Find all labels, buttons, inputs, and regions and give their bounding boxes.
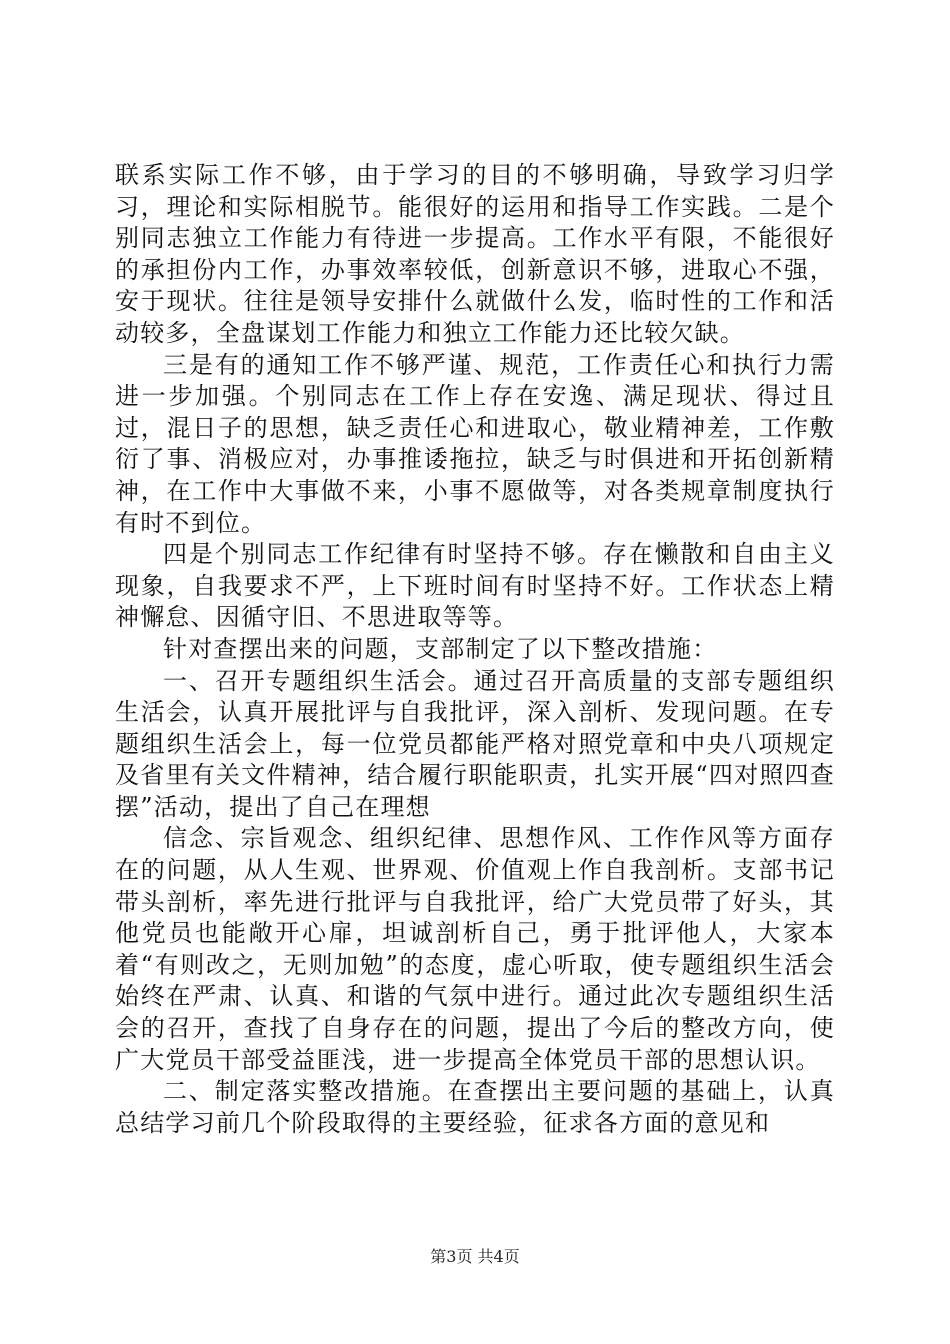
paragraph-7: 二、制定落实整改措施。在查摆出主要问题的基础上，认真总结学习前几个阶段取得的主要经验，征求各方面的意见和 <box>115 1077 835 1137</box>
paragraph-4: 针对查摆出来的问题，支部制定了以下整改措施： <box>163 634 718 663</box>
document-body <box>115 160 835 1139</box>
paragraph-1: 联系实际工作不够，由于学习的目的不够明确，导致学习归学习，理论和实际相脱节。能很好的运用和指导工作实践。二是个别同志独立工作能力有待进一步提高。工作水平有限，不能很好的承担份内工作，办事效率较低，创新意识不够，进取心不强，安于现状。往往是领导安排什么就做什么发，临时性的工作和活动较多，全盘谋划工作能力和独立工作能力还比较欠缺。 <box>115 161 835 347</box>
page-number-footer: 第3页 共4页 <box>430 1247 520 1266</box>
paragraph-5: 一、召开专题组织生活会。通过召开高质量的支部专题组织生活会，认真开展批评与自我批评，深入剖析、发现问题。在专题组织生活会上，每一位党员都能严格对照党章和中央八项规定及省里有关文件精神，结合履行职能职责，扎实开展“四对照四查摆”活动，提出了自己在理想 <box>115 666 835 821</box>
paragraph-2: 三是有的通知工作不够严谨、规范，工作责任心和执行力需进一步加强。个别同志在工作上存在安逸、满足现状、得过且过，混日子的思想，缺乏责任心和进取心，敬业精神差，工作敷衍了事、消极应对，办事推诿拖拉，缺乏与时俱进和开拓创新精神，在工作中大事做不来，小事不愿做等，对各类规章制度执行有时不到位。 <box>115 350 835 537</box>
paragraph-6: 信念、宗旨观念、组织纪律、思想作风、工作作风等方面存在的问题，从人生观、世界观、价值观上作自我剖析。支部书记带头剖析，率先进行批评与自我批评，给广大党员带了好头，其他党员也能敞开心扉，坦诚剖析自己，勇于批评他人，大家本着“有则改之，无则加勉”的态度，虚心听取，使专题组织生活会始终在严肃、认真、和谐的气氛中进行。通过此次专题组织生活会的召开，查找了自身存在的问题，提出了今后的整改方向，使广大党员干部受益匪浅，进一步提高全体党员干部的思想认识。 <box>115 824 835 1074</box>
paragraph-3: 四是个别同志工作纪律有时坚持不够。存在懒散和自由主义现象，自我要求不严，上下班时间有时坚持不好。工作状态上精神懈怠、因循守旧、不思进取等等。 <box>115 540 835 632</box>
